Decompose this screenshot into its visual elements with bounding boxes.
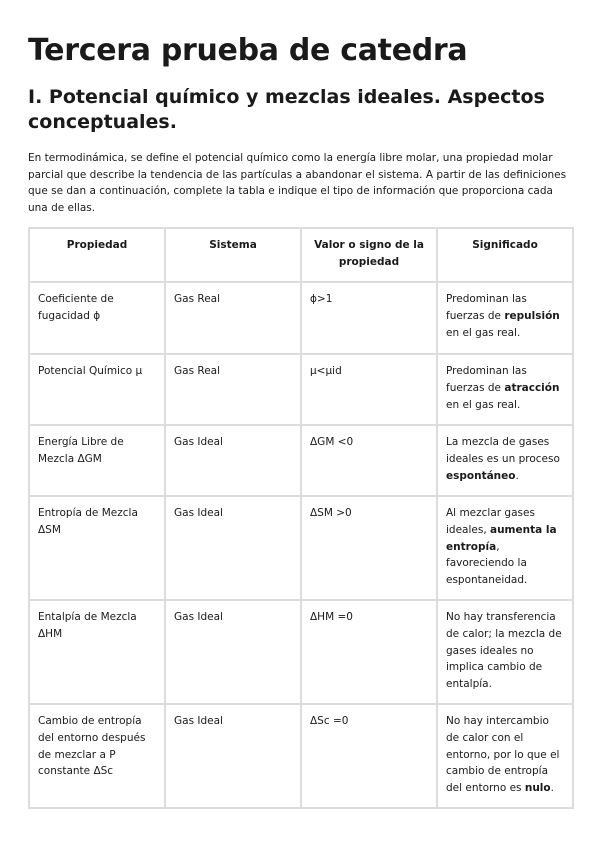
cell-sistema: Gas Ideal: [165, 704, 301, 808]
page-title: Tercera prueba de catedra: [28, 33, 468, 68]
table-row: [29, 600, 573, 704]
cell-valor: ΔHM =0: [301, 600, 437, 704]
cell-valor: ΔGM <0: [301, 425, 437, 496]
table-row: [29, 354, 573, 425]
cell-significado: [437, 704, 573, 808]
significado-text-end: .: [550, 782, 554, 795]
significado-emphasis: repulsión: [504, 309, 560, 322]
cell-significado: [437, 282, 573, 354]
cell-sistema: Gas Ideal: [165, 600, 301, 704]
significado-text: Predominan las fuerzas de: [446, 292, 527, 322]
significado-emphasis: atracción: [504, 381, 560, 394]
cell-sistema: Gas Ideal: [165, 425, 301, 496]
cell-significado: [437, 600, 573, 704]
cell-sistema: Gas Ideal: [165, 496, 301, 600]
cell-propiedad: Cambio de entropía del entorno después de mezclar a P constante ΔSc: [29, 704, 165, 808]
significado-text-end: .: [515, 469, 519, 482]
cell-significado: [437, 354, 573, 425]
significado-emphasis: nulo: [524, 782, 551, 795]
cell-propiedad: Coeficiente de fugacidad ϕ: [29, 282, 165, 354]
significado-text: Predominan las fuerzas de: [446, 364, 527, 394]
significado-text: La mezcla de gases ideales es un proceso: [446, 435, 560, 465]
table-row: [29, 704, 573, 808]
section-title: I. Potencial químico y mezclas ideales. Aspectos conceptuales.: [28, 85, 545, 134]
significado-text-end: en el gas real.: [446, 398, 521, 411]
table-header-row: [29, 228, 573, 282]
significado-text-end: , favoreciendo la espontaneidad.: [446, 540, 528, 587]
significado-text: Al mezclar gases ideales,: [446, 506, 535, 536]
cell-propiedad: Entalpía de Mezcla ΔHM: [29, 600, 165, 704]
significado-text: No hay transferencia de calor; la mezcla de gases ideales no implica cambio de entalpía.: [446, 610, 562, 691]
cell-valor: ΔSc =0: [301, 704, 437, 808]
significado-text: No hay intercambio de calor con el entorno, por lo que el cambio de entropía del entorno es: [446, 714, 560, 795]
cell-significado: [437, 425, 573, 496]
header-valor: Valor o signo de la propiedad: [301, 228, 437, 282]
significado-emphasis: espontáneo: [446, 469, 516, 482]
table-row: [29, 425, 573, 496]
header-propiedad: Propiedad: [29, 228, 165, 282]
header-significado: Significado: [437, 228, 573, 282]
cell-valor: ϕ>1: [301, 282, 437, 354]
properties-table: [28, 227, 574, 809]
cell-propiedad: Energía Libre de Mezcla ΔGM: [29, 425, 165, 496]
table-row: [29, 496, 573, 600]
significado-emphasis: aumenta la entropía: [446, 523, 557, 553]
header-sistema: Sistema: [165, 228, 301, 282]
cell-valor: ΔSM >0: [301, 496, 437, 600]
cell-sistema: Gas Real: [165, 282, 301, 354]
intro-paragraph: En termodinámica, se define el potencial químico como la energía libre molar, una propiedad molar parcial que describe la tendencia de las partículas a abandonar el sistema. A partir de las definiciones que se dan a continuación, complete la tabla e indique el tipo de información que proporciona cada una de ellas.: [28, 151, 567, 215]
cell-significado: [437, 496, 573, 600]
table-row: [29, 282, 573, 354]
cell-valor: μ<μid: [301, 354, 437, 425]
cell-propiedad: Potencial Químico μ: [29, 354, 165, 425]
significado-text-end: en el gas real.: [446, 326, 521, 339]
cell-propiedad: Entropía de Mezcla ΔSM: [29, 496, 165, 600]
cell-sistema: Gas Real: [165, 354, 301, 425]
